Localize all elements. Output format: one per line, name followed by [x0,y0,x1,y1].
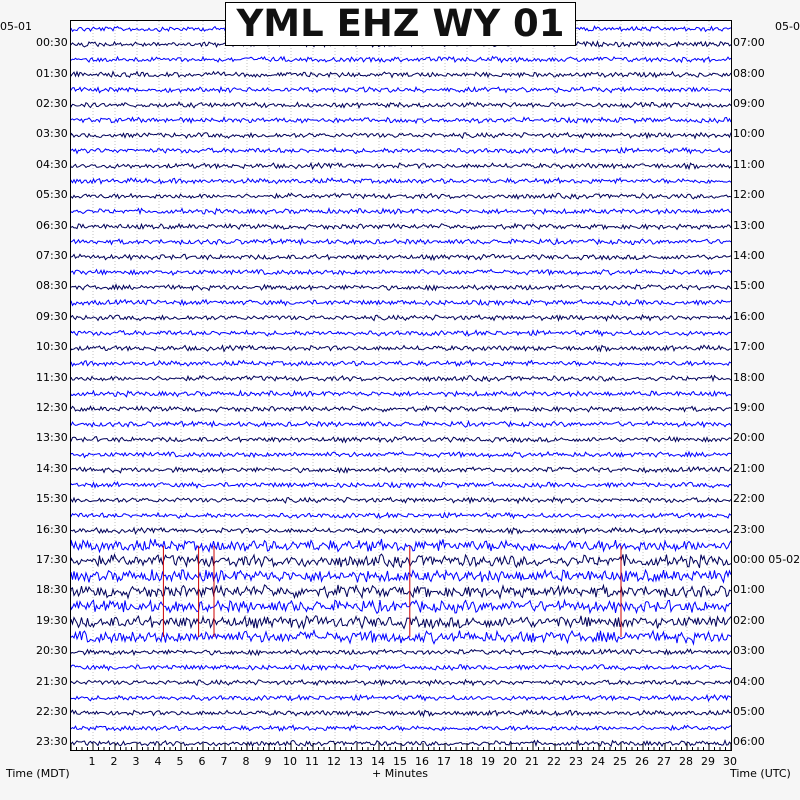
trace-line [71,631,731,644]
left-time-label: 06:30 [36,218,68,232]
right-time-label: 12:00 [733,188,765,202]
x-tick-label: 6 [198,755,206,768]
trace-line [71,406,731,412]
trace-line [71,209,731,215]
trace-line [71,585,731,598]
x-tick-label: 26 [635,755,649,768]
x-tick-label: 24 [591,755,605,768]
right-time-label: 13:00 [733,218,765,232]
right-time-label: 07:00 [733,36,765,50]
right-time-label: 06:00 [733,735,765,749]
x-tick-label: 12 [327,755,341,768]
x-tick-label: 9 [264,755,272,768]
left-time-label: 13:30 [36,431,68,445]
trace-line [71,710,731,716]
x-tick-label: 21 [525,755,539,768]
x-tick-label: 11 [305,755,319,768]
left-time-label: 14:30 [36,461,68,475]
left-time-label: 22:30 [36,705,68,718]
left-time-label: 15:30 [36,492,68,506]
left-time-label: 01:30 [36,66,68,80]
left-time-label: 21:30 [36,674,68,688]
trace-line [71,570,731,583]
left-time-label: 11:30 [36,370,68,384]
left-time-label: 02:30 [36,97,68,110]
right-time-label: 18:00 [733,370,765,384]
right-time-label: 11:00 [733,157,765,171]
left-time-label: 16:30 [36,522,68,536]
x-tick-label: 15 [393,755,407,768]
x-tick-label: 30 [723,755,737,768]
left-time-label: 03:30 [36,127,68,141]
trace-line [71,331,731,336]
right-time-label: 10:00 [733,127,765,141]
left-time-label: 07:30 [36,249,68,262]
x-axis-title: + Minutes [372,767,429,780]
x-tick-label: 19 [481,755,495,768]
trace-line [71,148,731,153]
trace-line [71,600,731,613]
end-date-label: 05-0 [775,20,800,33]
x-tick-label: 10 [283,755,297,768]
x-tick-label: 18 [459,755,473,768]
left-time-label: 18:30 [36,583,68,597]
chart-title: YML EHZ WY 01 [225,2,576,46]
trace-line [71,554,731,568]
left-axis-title: Time (MDT) [6,767,70,780]
trace-line [71,376,731,382]
right-time-label: 19:00 [733,401,765,414]
right-time-label: 14:00 [733,249,765,262]
right-time-label: 21:00 [733,461,765,475]
right-time-label: 05:00 [733,705,765,718]
x-tick-label: 7 [220,755,228,768]
right-time-label: 04:00 [733,674,765,688]
x-tick-label: 8 [242,755,250,768]
left-time-label: 19:30 [36,613,68,627]
right-time-label: 20:00 [733,431,765,445]
x-tick-label: 17 [437,755,451,768]
left-time-label: 12:30 [36,401,68,414]
left-time-label: 20:30 [36,644,68,658]
left-time-label: 04:30 [36,157,68,171]
right-axis-title: Time (UTC) [730,767,791,780]
x-tick-label: 1 [88,755,96,768]
x-tick-label: 13 [349,755,363,768]
right-time-label: 02:00 [733,613,765,627]
x-tick-label: 3 [132,755,140,768]
x-tick-label: 22 [547,755,561,768]
left-time-label: 00:30 [36,36,68,50]
x-tick-label: 29 [701,755,715,768]
right-time-label: 23:00 [733,522,765,536]
seismogram-plot-area [70,20,732,751]
trace-line [71,616,731,629]
left-time-label: 10:30 [36,340,68,354]
right-time-label: 22:00 [733,492,765,506]
x-tick-label: 5 [176,755,184,768]
left-time-label: 17:30 [36,553,68,566]
x-tick-label: 4 [154,755,162,768]
trace-line [71,361,731,367]
trace-line [71,391,731,397]
left-time-label: 09:30 [36,309,68,323]
x-tick-label: 14 [371,755,385,768]
x-tick-label: 2 [110,755,118,768]
start-date-label: 05-01 [0,20,32,33]
trace-line [71,224,731,230]
right-time-label: 01:00 [733,583,765,597]
x-tick-label: 23 [569,755,583,768]
right-time-label: 17:00 [733,340,765,354]
seismogram-traces [71,21,731,750]
x-tick-label: 16 [415,755,429,768]
x-tick-label: 28 [679,755,693,768]
right-time-label: 09:00 [733,97,765,110]
left-time-label: 05:30 [36,188,68,202]
left-time-label: 23:30 [36,735,68,749]
x-tick-label: 25 [613,755,627,768]
right-time-label: 08:00 [733,66,765,80]
x-tick-label: 20 [503,755,517,768]
x-tick-label: 27 [657,755,671,768]
left-time-label: 08:30 [36,279,68,293]
right-time-label: 15:00 [733,279,765,293]
right-time-label: 16:00 [733,309,765,323]
trace-line [71,117,731,123]
right-time-label: 03:00 [733,644,765,658]
right-time-label: 00:00 05-02 [733,553,800,566]
trace-line [71,300,731,306]
